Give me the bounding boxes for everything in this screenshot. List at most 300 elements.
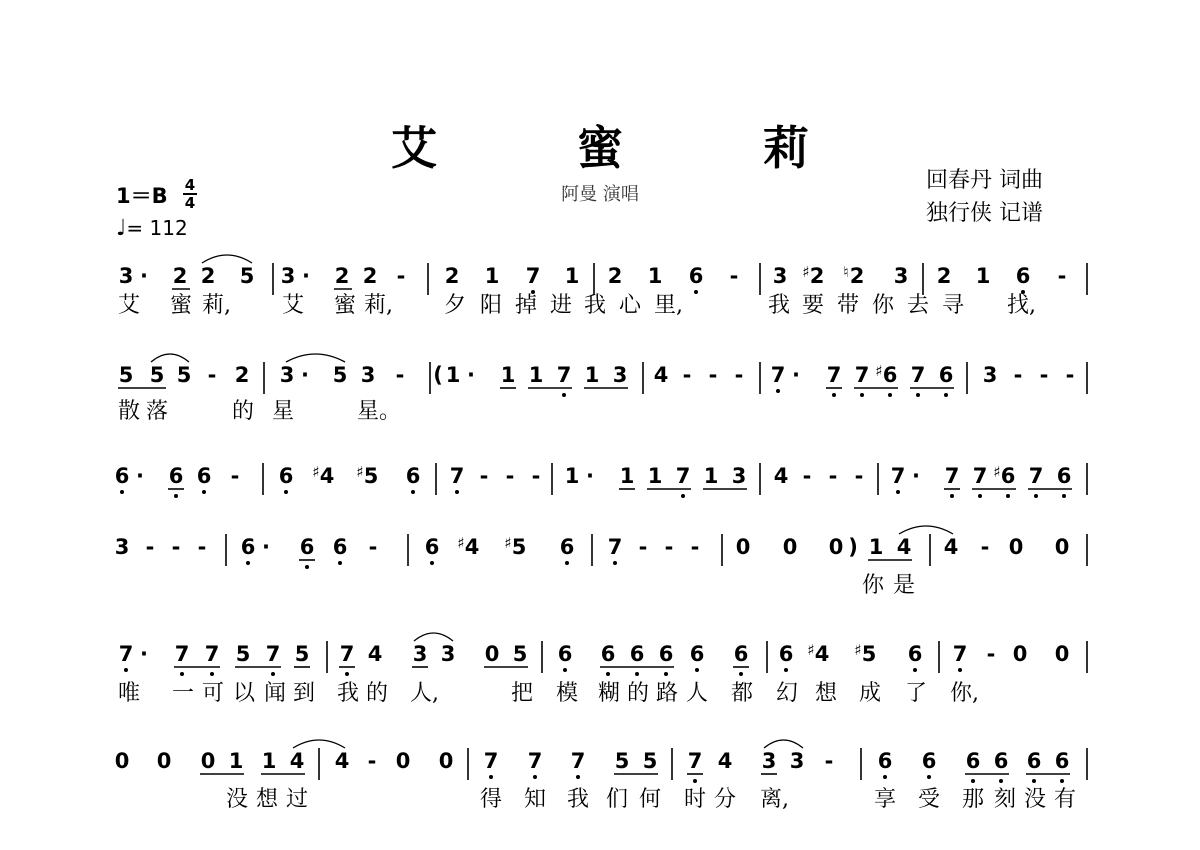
lyric-syllable: 有 <box>1054 787 1077 812</box>
lower-octave-dot <box>971 779 975 783</box>
lyric-syllable: 寻 <box>942 293 965 318</box>
lower-octave-dot <box>565 561 569 565</box>
lower-octave-dot <box>950 494 954 498</box>
note: 3 <box>772 264 788 288</box>
lower-octave-dot <box>739 672 743 676</box>
note: - <box>368 535 378 559</box>
lower-octave-dot <box>174 494 178 498</box>
note: - <box>1057 264 1067 288</box>
note: 7 <box>826 363 842 387</box>
lyric-syllable: 的 <box>627 681 650 706</box>
note: 4 <box>653 363 669 387</box>
note: - <box>729 264 739 288</box>
lyric-syllable: 可 <box>202 681 225 706</box>
lower-octave-dot <box>563 668 567 672</box>
note: 3 <box>114 535 130 559</box>
lower-octave-dot <box>455 490 459 494</box>
lyric-syllable: 心 <box>619 293 642 318</box>
note: 0 <box>828 535 844 559</box>
note: 7 <box>118 642 134 666</box>
note: - <box>1039 363 1049 387</box>
note: 7 <box>910 363 926 387</box>
lyric-syllable: 幻 <box>776 681 799 706</box>
note: 6 <box>778 642 794 666</box>
note: - <box>367 749 377 773</box>
note: 5 <box>176 363 192 387</box>
note: 6 <box>1000 464 1016 488</box>
lower-octave-dot <box>883 775 887 779</box>
note: 2 <box>607 264 623 288</box>
lyric-syllable: 想 <box>815 681 838 706</box>
lyric-syllable: 的 <box>232 399 255 424</box>
lyric-syllable: 找, <box>1007 293 1036 318</box>
lower-octave-dot <box>832 393 836 397</box>
note: - <box>207 363 217 387</box>
lyric-syllable: 了 <box>905 681 928 706</box>
note: 0 <box>735 535 751 559</box>
note: 7 <box>944 464 960 488</box>
note: 1 <box>647 464 663 488</box>
lower-octave-dot <box>120 490 124 494</box>
note: - <box>395 363 405 387</box>
lower-octave-dot <box>576 775 580 779</box>
lower-octave-dot <box>338 561 342 565</box>
note: 1 <box>261 749 277 773</box>
note: 1 <box>484 264 500 288</box>
lyric-syllable: 没 <box>226 787 249 812</box>
note: · <box>262 535 270 559</box>
composer-credit: 回春丹 词曲 <box>926 168 1043 193</box>
note: - <box>828 464 838 488</box>
lyric-syllable: 时 <box>684 787 707 812</box>
note: 6 <box>993 749 1009 773</box>
lower-octave-dot <box>896 490 900 494</box>
lyric-syllable: 把 <box>511 681 534 706</box>
note: - <box>980 535 990 559</box>
note: 7 <box>570 749 586 773</box>
note: 6 <box>278 464 294 488</box>
note: 5 <box>294 642 310 666</box>
note: 5 <box>363 464 379 488</box>
lower-octave-dot <box>1006 494 1010 498</box>
lower-octave-dot <box>913 668 917 672</box>
note: 2 <box>334 264 350 288</box>
slur <box>293 740 345 748</box>
note: - <box>197 535 207 559</box>
accidental: ♯ <box>312 463 320 481</box>
quarter-note-icon: ♩ <box>116 216 127 241</box>
lyric-syllable: 分 <box>714 787 737 812</box>
note: 5 <box>332 363 348 387</box>
lyric-syllable: 阳 <box>480 293 503 318</box>
note: ( <box>433 363 443 387</box>
note: 6 <box>299 535 315 559</box>
note: 1 <box>564 464 580 488</box>
lyric-syllable: 你, <box>950 681 979 706</box>
lyric-syllable: 是 <box>893 573 916 598</box>
note: 4 <box>773 464 789 488</box>
accidental: ♯ <box>807 641 815 659</box>
lower-octave-dot <box>1034 494 1038 498</box>
slur <box>414 633 453 641</box>
note: - <box>802 464 812 488</box>
note: 1 <box>445 363 461 387</box>
note: · <box>301 363 309 387</box>
note: 1 <box>500 363 516 387</box>
note: 7 <box>265 642 281 666</box>
lyric-syllable: 享 <box>874 787 897 812</box>
accidental: ♯ <box>875 362 883 380</box>
lyric-syllable: 过 <box>286 787 309 812</box>
lower-octave-dot <box>345 672 349 676</box>
note: 6 <box>196 464 212 488</box>
note: 4 <box>289 749 305 773</box>
note: 4 <box>464 535 480 559</box>
note: 4 <box>334 749 350 773</box>
lyric-syllable: 得 <box>480 787 503 812</box>
lower-octave-dot <box>430 561 434 565</box>
lyric-syllable: 何 <box>639 787 662 812</box>
note: 3 <box>360 363 376 387</box>
note: 6 <box>405 464 421 488</box>
note: · <box>792 363 800 387</box>
note: - <box>396 264 406 288</box>
note: 6 <box>689 642 705 666</box>
note: · <box>140 264 148 288</box>
note: 6 <box>907 642 923 666</box>
accidental: ♯ <box>356 463 364 481</box>
lower-octave-dot <box>210 672 214 676</box>
lower-octave-dot <box>271 672 275 676</box>
note: 7 <box>687 749 703 773</box>
note: 0 <box>114 749 130 773</box>
key-signature: 1＝B <box>116 184 168 208</box>
song-title: 艾 蜜 莉 <box>390 121 872 175</box>
note: 3 <box>412 642 428 666</box>
note: 3 <box>280 264 296 288</box>
note: 6 <box>168 464 184 488</box>
note: 6 <box>658 642 674 666</box>
lyric-syllable: 离, <box>760 787 789 812</box>
note: · <box>302 264 310 288</box>
note: 7 <box>204 642 220 666</box>
note: 7 <box>952 642 968 666</box>
lyric-syllable: 一 <box>172 681 195 706</box>
note: 5 <box>235 642 251 666</box>
lower-octave-dot <box>124 668 128 672</box>
lower-octave-dot <box>246 561 250 565</box>
lyric-syllable: 想 <box>256 787 279 812</box>
note: 6 <box>1015 264 1031 288</box>
lower-octave-dot <box>411 490 415 494</box>
lyric-syllable: 模 <box>556 681 579 706</box>
lyric-syllable: 我 <box>584 293 607 318</box>
lower-octave-dot <box>664 672 668 676</box>
note: 2 <box>234 363 250 387</box>
note: 0 <box>1008 535 1024 559</box>
note: 0 <box>156 749 172 773</box>
lyric-syllable: 星 <box>272 399 295 424</box>
lyric-syllable: 里, <box>654 293 683 318</box>
note: - <box>479 464 489 488</box>
lower-octave-dot <box>944 393 948 397</box>
note: 7 <box>1028 464 1044 488</box>
lower-octave-dot <box>916 393 920 397</box>
lyric-syllable: 都 <box>731 681 754 706</box>
note: - <box>664 535 674 559</box>
lower-octave-dot <box>1060 779 1064 783</box>
lyric-syllable: 成 <box>859 681 882 706</box>
lyric-syllable: 们 <box>606 787 629 812</box>
lyric-syllable: 散 <box>118 399 141 424</box>
lower-octave-dot <box>284 490 288 494</box>
lyric-syllable: 莉, <box>202 293 231 318</box>
accidental: ♯ <box>854 641 862 659</box>
note: 0 <box>484 642 500 666</box>
note: - <box>1065 363 1075 387</box>
note: 6 <box>921 749 937 773</box>
lyric-syllable: 路 <box>656 681 679 706</box>
note: 4 <box>943 535 959 559</box>
lyric-syllable: 掉 <box>515 293 538 318</box>
note: 6 <box>240 535 256 559</box>
note: 1 <box>228 749 244 773</box>
note: - <box>824 749 834 773</box>
note: 3 <box>612 363 628 387</box>
note: 3 <box>279 363 295 387</box>
lyric-syllable: 你 <box>872 293 895 318</box>
note: - <box>1013 363 1023 387</box>
lyric-syllable: 落 <box>146 399 169 424</box>
accidental: ♯ <box>993 463 1001 481</box>
note: - <box>171 535 181 559</box>
lower-octave-dot <box>888 393 892 397</box>
lyric-syllable: 要 <box>802 293 825 318</box>
note: 1 <box>703 464 719 488</box>
lower-octave-dot <box>681 494 685 498</box>
lower-octave-dot <box>927 775 931 779</box>
note: 0 <box>438 749 454 773</box>
note: 6 <box>688 264 704 288</box>
note: 7 <box>483 749 499 773</box>
lyric-syllable: 进 <box>550 293 573 318</box>
transcriber-credit: 独行侠 记谱 <box>926 201 1043 226</box>
lyric-syllable: 的 <box>366 681 389 706</box>
note: 0 <box>1054 535 1070 559</box>
note: 7 <box>449 464 465 488</box>
note: 5 <box>642 749 658 773</box>
note: 1 <box>868 535 884 559</box>
note: 3 <box>731 464 747 488</box>
note: - <box>531 464 541 488</box>
lyric-syllable: 刻 <box>994 787 1017 812</box>
note: 2 <box>849 264 865 288</box>
note: · <box>586 464 594 488</box>
lyric-syllable: 没 <box>1024 787 1047 812</box>
lyric-syllable: 星。 <box>357 399 402 424</box>
note: 6 <box>877 749 893 773</box>
note: 1 <box>564 264 580 288</box>
note: 7 <box>770 363 786 387</box>
note: 6 <box>559 535 575 559</box>
lyric-syllable: 蜜 <box>170 293 193 318</box>
lower-octave-dot <box>978 494 982 498</box>
note: 4 <box>319 464 335 488</box>
note: - <box>734 363 744 387</box>
lower-octave-dot <box>694 290 698 294</box>
note: 7 <box>675 464 691 488</box>
note: 6 <box>332 535 348 559</box>
note: 2 <box>936 264 952 288</box>
note: · <box>136 464 144 488</box>
accidental: ♯ <box>802 263 810 281</box>
note: 7 <box>890 464 906 488</box>
lower-octave-dot <box>784 668 788 672</box>
note: 4 <box>896 535 912 559</box>
note: 0 <box>395 749 411 773</box>
note: 1 <box>647 264 663 288</box>
lyric-syllable: 人 <box>686 681 709 706</box>
note: - <box>682 363 692 387</box>
note: 5 <box>511 535 527 559</box>
accidental: ♯ <box>504 534 512 552</box>
lower-octave-dot <box>1032 779 1036 783</box>
lower-octave-dot <box>1062 494 1066 498</box>
note: 3 <box>982 363 998 387</box>
note: 3 <box>761 749 777 773</box>
note: 6 <box>629 642 645 666</box>
note: 5 <box>239 264 255 288</box>
note: 0 <box>782 535 798 559</box>
slur <box>899 526 953 534</box>
note: · <box>467 363 475 387</box>
note: · <box>912 464 920 488</box>
note: 7 <box>525 264 541 288</box>
note: 7 <box>607 535 623 559</box>
note: 5 <box>512 642 528 666</box>
note: 6 <box>557 642 573 666</box>
time-signature-top: 4 <box>184 176 196 194</box>
note: 3 <box>789 749 805 773</box>
note: 2 <box>362 264 378 288</box>
note: 1 <box>528 363 544 387</box>
note: - <box>708 363 718 387</box>
note: 2 <box>809 264 825 288</box>
lyric-syllable: 你 <box>862 573 885 598</box>
lyric-syllable: 去 <box>907 293 930 318</box>
note: 2 <box>172 264 188 288</box>
lower-octave-dot <box>613 561 617 565</box>
accidental: ♮ <box>843 263 849 281</box>
slur <box>286 354 345 362</box>
lyric-syllable: 到 <box>293 681 316 706</box>
slur <box>764 740 803 748</box>
note: 5 <box>861 642 877 666</box>
singer-credit: 阿曼 演唱 <box>561 184 639 205</box>
lower-octave-dot <box>202 490 206 494</box>
lyric-syllable: 我 <box>768 293 791 318</box>
note: 4 <box>814 642 830 666</box>
note: 5 <box>614 749 630 773</box>
note: 6 <box>882 363 898 387</box>
lower-octave-dot <box>562 393 566 397</box>
note: 7 <box>527 749 543 773</box>
lower-octave-dot <box>860 393 864 397</box>
note: · <box>140 642 148 666</box>
lower-octave-dot <box>776 389 780 393</box>
note: 6 <box>1056 464 1072 488</box>
note: 4 <box>367 642 383 666</box>
lower-octave-dot <box>958 668 962 672</box>
lyric-syllable: 我 <box>337 681 360 706</box>
note: 6 <box>1026 749 1042 773</box>
note: 3 <box>118 264 134 288</box>
lyric-syllable: 带 <box>837 293 860 318</box>
note: 6 <box>965 749 981 773</box>
note: ) <box>848 535 858 559</box>
note: 4 <box>717 749 733 773</box>
note: - <box>690 535 700 559</box>
lyric-syllable: 人, <box>410 681 439 706</box>
lower-octave-dot <box>695 668 699 672</box>
note: 2 <box>200 264 216 288</box>
lyric-syllable: 我 <box>567 787 590 812</box>
lower-octave-dot <box>693 779 697 783</box>
note: 7 <box>174 642 190 666</box>
note: 5 <box>149 363 165 387</box>
lyric-syllable: 糊 <box>598 681 621 706</box>
time-signature-bottom: 4 <box>184 194 196 212</box>
note: 0 <box>1054 642 1070 666</box>
note: 6 <box>733 642 749 666</box>
lyric-syllable: 唯 <box>118 681 141 706</box>
note: 6 <box>424 535 440 559</box>
note: 1 <box>584 363 600 387</box>
note: 1 <box>619 464 635 488</box>
note: 6 <box>600 642 616 666</box>
note: 7 <box>854 363 870 387</box>
note: 6 <box>1054 749 1070 773</box>
lower-octave-dot <box>635 672 639 676</box>
note: - <box>505 464 515 488</box>
note: 7 <box>339 642 355 666</box>
note: 7 <box>972 464 988 488</box>
lower-octave-dot <box>180 672 184 676</box>
note: 2 <box>444 264 460 288</box>
slur <box>202 255 252 263</box>
note: - <box>986 642 996 666</box>
tempo-value: = 112 <box>126 216 188 240</box>
lyric-syllable: 艾 <box>282 293 305 318</box>
note: 7 <box>556 363 572 387</box>
lyric-syllable: 蜜 <box>334 293 357 318</box>
lower-octave-dot <box>606 672 610 676</box>
lyric-syllable: 闻 <box>264 681 287 706</box>
lyric-syllable: 艾 <box>118 293 141 318</box>
lyric-syllable: 知 <box>524 787 547 812</box>
note: 3 <box>440 642 456 666</box>
lyric-syllable: 夕 <box>444 293 467 318</box>
note: - <box>638 535 648 559</box>
lyric-syllable: 那 <box>962 787 985 812</box>
note: 5 <box>118 363 134 387</box>
note: 6 <box>938 363 954 387</box>
lower-octave-dot <box>999 779 1003 783</box>
note: - <box>854 464 864 488</box>
note: 1 <box>975 264 991 288</box>
slur <box>151 354 189 362</box>
lyric-syllable: 以 <box>233 681 256 706</box>
